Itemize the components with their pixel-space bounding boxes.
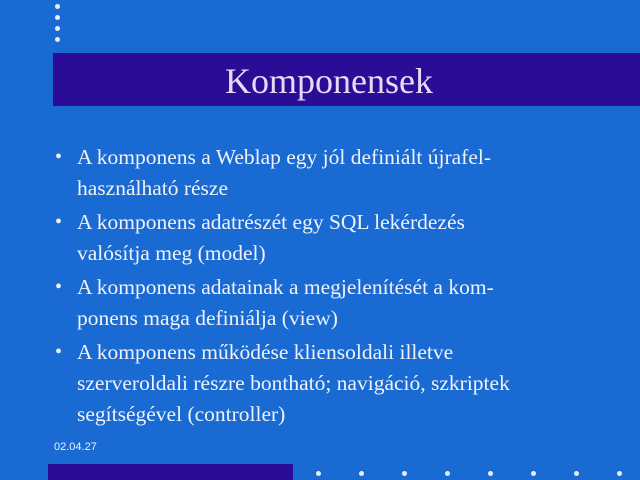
- footer-bar: [48, 464, 293, 480]
- slide-date: 02.04.27: [54, 441, 97, 453]
- bullet-text-line: A komponens működése kliensoldali illetve: [77, 340, 454, 364]
- bullet-text-line: szerveroldali részre bontható; navigáció, szkriptek: [77, 371, 510, 395]
- bullet-icon: •: [55, 276, 63, 298]
- bullet-text-line: ponens maga definiálja (view): [77, 306, 338, 330]
- bullet-text-line: használható része: [77, 176, 229, 200]
- bullet-item: [52, 142, 612, 204]
- bullet-text-line: A komponens adatrészét egy SQL lekérdezés: [77, 210, 465, 234]
- bullet-text-line: segítségével (controller): [77, 402, 286, 426]
- bullet-text-line: A komponens adatainak a megjelenítését a kom-: [77, 275, 494, 299]
- bullet-icon: •: [55, 211, 63, 233]
- bullet-item: [52, 272, 612, 334]
- bullet-icon: •: [55, 341, 63, 363]
- bullet-item: [52, 337, 612, 430]
- bullet-text-line: valósítja meg (model): [77, 241, 266, 265]
- slide-title: Komponensek: [225, 61, 433, 101]
- bullet-text-line: A komponens a Weblap egy jól definiált újrafel-: [77, 145, 492, 169]
- bullet-icon: •: [55, 146, 63, 168]
- decorative-dots-top: [54, 4, 62, 48]
- bullet-item: [52, 207, 612, 269]
- bullet-list: [52, 142, 612, 433]
- title-bar: [53, 53, 640, 106]
